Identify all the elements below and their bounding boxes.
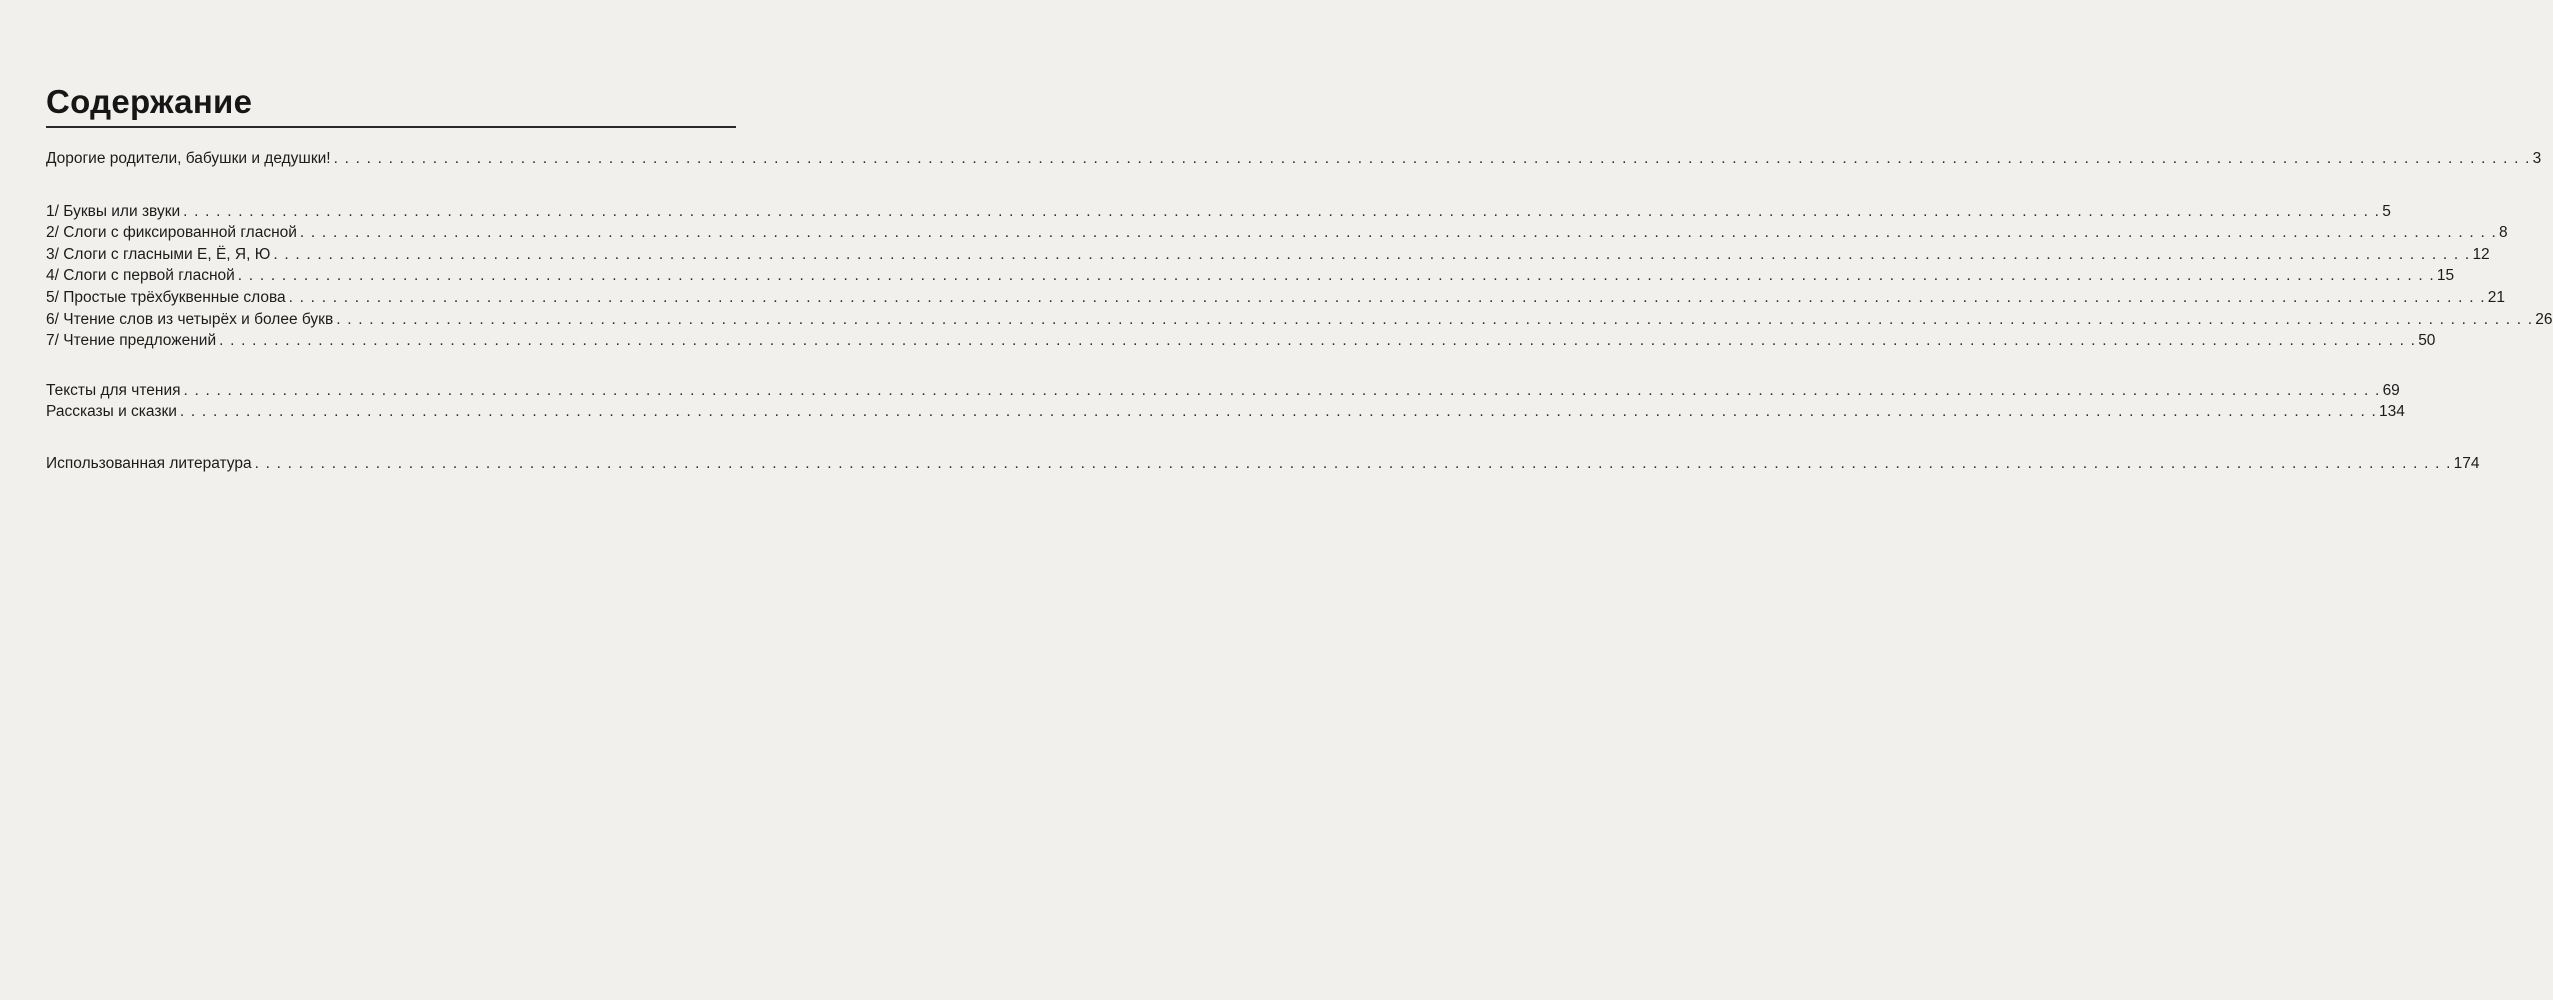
toc-dot-leader: . . . . . . . . . . . . . . . . . . . . . . . . . . . . . . . . . . . . . . . . . . . . . . . . . . . . . . . . . . . . . . . . . . . . . . . . . . . . . . . . . . . . . . . . . . . . . . . . . . . . . . . . . . . . . . . . . . . . . . . . . . . . . . . . . . . . . . . . . . . . . . . . . . . . . . . . . . . . . . . . . . . . . . . . . . . . . . . . . . . . . . . . . . . . . . . . . . . . . . . . [183,202,2381,220]
toc-entry-chapter-3 [46,244,2490,266]
toc-entry-bibliography [46,453,2480,475]
toc-entry-label: Дорогие родители, бабушки и дедушки! [46,150,331,167]
toc-entry-page: 12 [2472,245,2490,263]
toc-entry-page: 15 [2436,267,2455,285]
toc-dot-leader: . . . . . . . . . . . . . . . . . . . . . . . . . . . . . . . . . . . . . . . . . . . . . . . . . . . . . . . . . . . . . . . . . . . . . . . . . . . . . . . . . . . . . . . . . . . . . . . . . . . . . . . . . . . . . . . . . . . . . . . . . . . . . . . . . . . . . . . . . . . . . . . . . . . . . . . . . . . . . . . . . . . . . . . . . . . . . . . . . . . . . . . . . . . . . . . . . . . . . . . . [288,288,2486,306]
toc-entry-label: 7/ Чтение предложений [46,332,217,350]
toc-dot-leader: . . . . . . . . . . . . . . . . . . . . . . . . . . . . . . . . . . . . . . . . . . . . . . . . . . . . . . . . . . . . . . . . . . . . . . . . . . . . . . . . . . . . . . . . . . . . . . . . . . . . . . . . . . . . . . . . . . . . . . . . . . . . . . . . . . . . . . . . . . . . . . . . . . . . . . . . . . . . . . . . . . . . . . . . . . . . . . . . . . . . . . . . . . . . . . . . . . . . . . . . [254,454,2452,472]
toc-dot-leader: . . . . . . . . . . . . . . . . . . . . . . . . . . . . . . . . . . . . . . . . . . . . . . . . . . . . . . . . . . . . . . . . . . . . . . . . . . . . . . . . . . . . . . . . . . . . . . . . . . . . . . . . . . . . . . . . . . . . . . . . . . . . . . . . . . . . . . . . . . . . . . . . . . . . . . . . . . . . . . . . . . . . . . . . . . . . . . . . . . . . . . . . . . . . . . . . . . . . . . . . [273,245,2471,263]
toc-entry-label: 4/ Слоги с первой гласной [46,267,235,285]
toc-dot-leader: . . . . . . . . . . . . . . . . . . . . . . . . . . . . . . . . . . . . . . . . . . . . . . . . . . . . . . . . . . . . . . . . . . . . . . . . . . . . . . . . . . . . . . . . . . . . . . . . . . . . . . . . . . . . . . . . . . . . . . . . . . . . . . . . . . . . . . . . . . . . . . . . . . . . . . . . . . . . . . . . . . . . . . . . . . . . . . . . . . . . . . . . . . . . . . . . . . . . . . . . [219,332,2417,350]
toc-entry-page: 21 [2487,288,2505,306]
toc-entry-stories [46,401,2405,423]
title-underline [46,126,736,128]
toc-entry-page: 174 [2453,454,2480,472]
toc-entry-label: 1/ Буквы или звуки [46,202,181,220]
toc-entry-foreword [46,148,2542,170]
toc-dot-leader: . . . . . . . . . . . . . . . . . . . . . . . . . . . . . . . . . . . . . . . . . . . . . . . . . . . . . . . . . . . . . . . . . . . . . . . . . . . . . . . . . . . . . . . . . . . . . . . . . . . . . . . . . . . . . . . . . . . . . . . . . . . . . . . . . . . . . . . . . . . . . . . . . . . . . . . . . . . . . . . . . . . . . . . . . . . . . . . . . . . . . . . . . . . . . . . . . . . . . . . . [237,267,2435,285]
toc-entry-chapter-6 [46,309,2553,331]
page-title: Содержание [46,83,253,120]
toc-entry-chapter-1 [46,201,2391,223]
toc-dot-leader: . . . . . . . . . . . . . . . . . . . . . . . . . . . . . . . . . . . . . . . . . . . . . . . . . . . . . . . . . . . . . . . . . . . . . . . . . . . . . . . . . . . . . . . . . . . . . . . . . . . . . . . . . . . . . . . . . . . . . . . . . . . . . . . . . . . . . . . . . . . . . . . . . . . . . . . . . . . . . . . . . . . . . . . . . . . . . . . . . . . . . . . . . . . . . . . . . . . . . . . . [179,403,2377,421]
toc-entry-label: 3/ Слоги с гласными Е, Ё, Я, Ю [46,245,271,263]
toc-entry-chapter-7 [46,330,2436,352]
toc-dot-leader: . . . . . . . . . . . . . . . . . . . . . . . . . . . . . . . . . . . . . . . . . . . . . . . . . . . . . . . . . . . . . . . . . . . . . . . . . . . . . . . . . . . . . . . . . . . . . . . . . . . . . . . . . . . . . . . . . . . . . . . . . . . . . . . . . . . . . . . . . . . . . . . . . . . . . . . . . . . . . . . . . . . . . . . . . . . . . . . . . . . . . . . . . . . . . . . . . . . . . . . . [333,150,2531,167]
toc-dot-leader: . . . . . . . . . . . . . . . . . . . . . . . . . . . . . . . . . . . . . . . . . . . . . . . . . . . . . . . . . . . . . . . . . . . . . . . . . . . . . . . . . . . . . . . . . . . . . . . . . . . . . . . . . . . . . . . . . . . . . . . . . . . . . . . . . . . . . . . . . . . . . . . . . . . . . . . . . . . . . . . . . . . . . . . . . . . . . . . . . . . . . . . . . . . . . . . . . . . . . . . . [299,224,2497,242]
toc-dot-leader: . . . . . . . . . . . . . . . . . . . . . . . . . . . . . . . . . . . . . . . . . . . . . . . . . . . . . . . . . . . . . . . . . . . . . . . . . . . . . . . . . . . . . . . . . . . . . . . . . . . . . . . . . . . . . . . . . . . . . . . . . . . . . . . . . . . . . . . . . . . . . . . . . . . . . . . . . . . . . . . . . . . . . . . . . . . . . . . . . . . . . . . . . . . . . . . . . . . . . . . . [183,381,2381,399]
toc-entry-page: 5 [2382,202,2391,220]
toc-entry-chapter-4 [46,265,2455,287]
toc-entry-label: Использованная литература [46,454,252,472]
toc-entry-reading-texts [46,380,2400,402]
toc-entry-chapter-5 [46,287,2505,309]
toc-entry-chapter-2 [46,222,2508,244]
toc-entry-label: Рассказы и сказки [46,403,177,421]
toc-entry-label: Тексты для чтения [46,381,181,399]
toc-entry-page: 134 [2378,403,2405,421]
toc-entry-page: 26 [2535,310,2553,328]
toc-entry-page: 69 [2382,381,2400,399]
toc-entry-page: 3 [2532,150,2542,167]
toc-dot-leader: . . . . . . . . . . . . . . . . . . . . . . . . . . . . . . . . . . . . . . . . . . . . . . . . . . . . . . . . . . . . . . . . . . . . . . . . . . . . . . . . . . . . . . . . . . . . . . . . . . . . . . . . . . . . . . . . . . . . . . . . . . . . . . . . . . . . . . . . . . . . . . . . . . . . . . . . . . . . . . . . . . . . . . . . . . . . . . . . . . . . . . . . . . . . . . . . . . . . . . . . [336,310,2534,328]
toc-entry-label: 5/ Простые трёхбуквенные слова [46,288,286,306]
toc-entry-page: 8 [2498,224,2508,242]
toc-entry-label: 6/ Чтение слов из четырёх и более букв [46,310,334,328]
table-of-contents [46,148,2553,475]
toc-entry-label: 2/ Слоги с фиксированной гласной [46,224,297,242]
toc-entry-page: 50 [2418,332,2436,350]
